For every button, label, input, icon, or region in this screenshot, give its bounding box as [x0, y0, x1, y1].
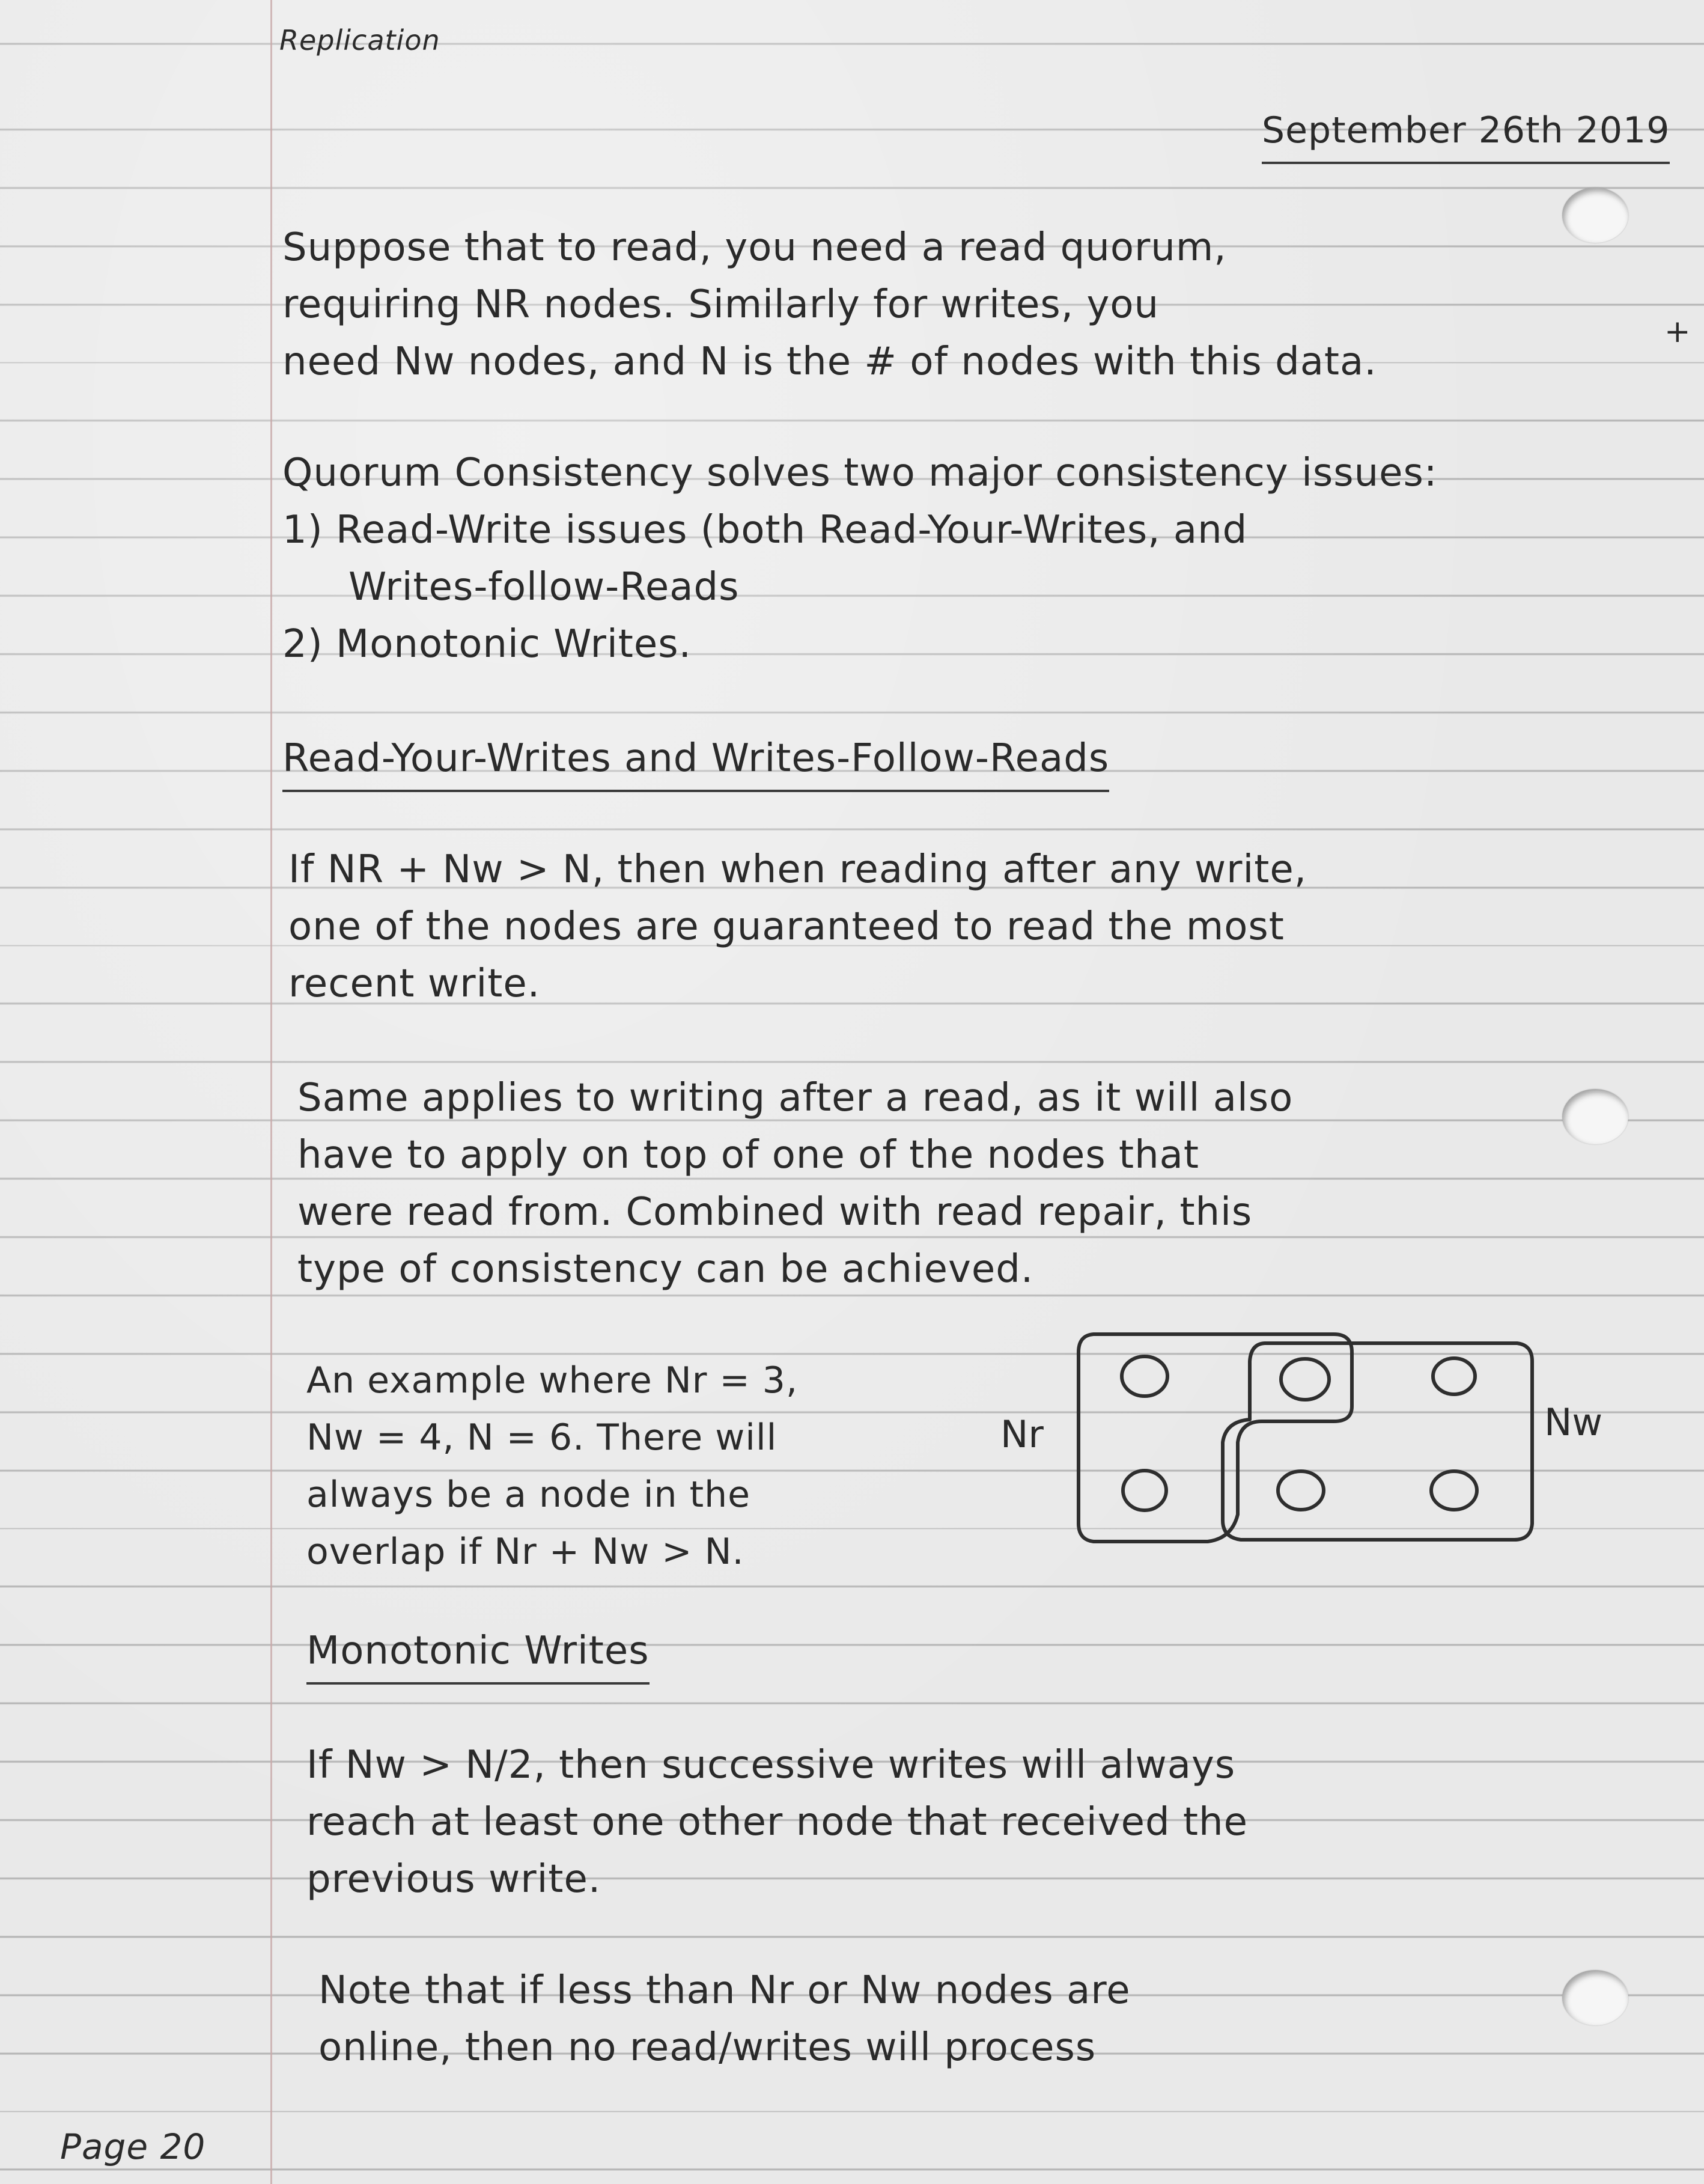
quorum-line: 2) Monotonic Writes.	[282, 622, 692, 666]
intro-line: Suppose that to read, you need a read quorum,	[282, 225, 1227, 270]
ryw-line: If NR + Nw > N, then when reading after any write,	[288, 847, 1307, 892]
quorum-line: Quorum Consistency solves two major consistency issues:	[282, 451, 1438, 495]
section-heading-monotonic: Monotonic Writes	[306, 1623, 650, 1685]
ryw-line: recent write.	[288, 962, 541, 1006]
monotonic-line: previous write.	[306, 1857, 601, 1902]
ryw-line: were read from. Combined with read repair, this	[297, 1190, 1253, 1234]
intro-line: need Nw nodes, and N is the # of nodes with this data.	[282, 340, 1377, 384]
diagram-label-nr: Nr	[1000, 1412, 1044, 1456]
ryw-line: have to apply on top of one of the nodes that	[297, 1133, 1199, 1177]
monotonic-line: online, then no read/writes will process	[318, 2025, 1097, 2070]
page-number: Page 20	[60, 2126, 206, 2167]
example-line: Nw = 4, N = 6. There will	[306, 1417, 777, 1459]
monotonic-line: If Nw > N/2, then successive writes will always	[306, 1743, 1236, 1787]
example-line: always be a node in the	[306, 1474, 751, 1516]
node-circle	[1433, 1358, 1475, 1394]
page-title: Replication	[279, 24, 440, 56]
node-circle	[1123, 1471, 1166, 1510]
example-line: overlap if Nr + Nw > N.	[306, 1531, 744, 1573]
example-line: An example where Nr = 3,	[306, 1359, 799, 1402]
section-heading-ryw: Read-Your-Writes and Writes-Follow-Reads	[282, 730, 1109, 792]
node-circle	[1278, 1471, 1324, 1510]
margin-mark: +	[1664, 314, 1691, 350]
write-quorum-boundary	[1223, 1343, 1532, 1540]
diagram-label-nw: Nw	[1544, 1400, 1603, 1444]
ryw-line: Same applies to writing after a read, as it will also	[297, 1076, 1294, 1120]
ryw-line: type of consistency can be achieved.	[297, 1247, 1034, 1292]
date: September 26th 2019	[1262, 102, 1670, 164]
binder-hole	[1562, 1089, 1628, 1144]
binder-hole	[1562, 188, 1628, 243]
monotonic-line: Note that if less than Nr or Nw nodes are	[318, 1968, 1131, 2013]
node-circle	[1122, 1356, 1167, 1396]
binder-hole	[1562, 1970, 1628, 2025]
intro-line: requiring NR nodes. Similarly for writes, you	[282, 282, 1160, 327]
read-quorum-boundary	[1079, 1334, 1352, 1542]
ryw-line: one of the nodes are guaranteed to read the most	[288, 904, 1285, 949]
quorum-line: 1) Read-Write issues (both Read-Your-Writes, and	[282, 508, 1248, 552]
monotonic-line: reach at least one other node that received the	[306, 1800, 1248, 1844]
node-circle	[1431, 1471, 1477, 1510]
quorum-line: Writes-follow-Reads	[348, 565, 740, 609]
node-circle	[1281, 1359, 1329, 1400]
margin-line	[270, 0, 272, 2184]
quorum-overlap-diagram	[1070, 1316, 1538, 1557]
